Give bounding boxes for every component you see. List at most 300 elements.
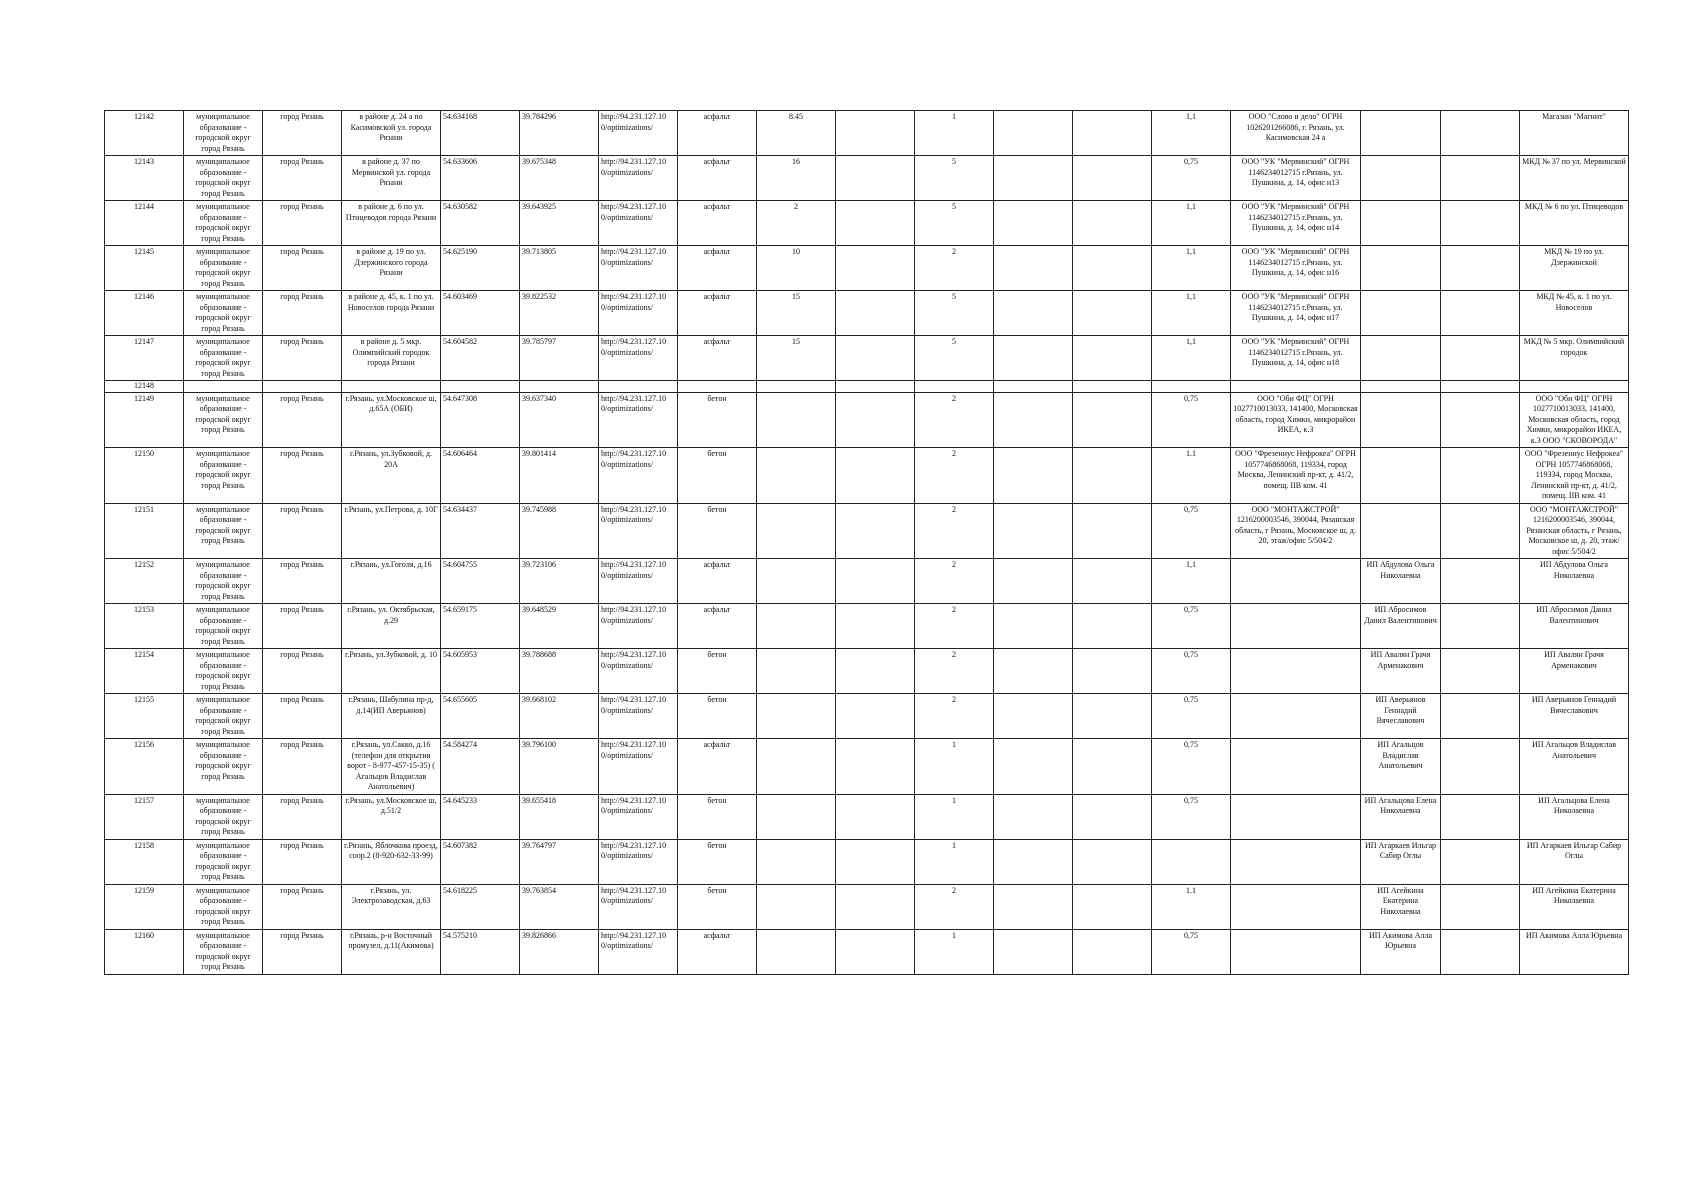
cell-longitude: 39.826866: [520, 929, 599, 974]
cell-id: 12144: [105, 201, 184, 246]
cell-area: [757, 649, 836, 694]
cell-latitude: 54.618225: [441, 884, 520, 929]
cell-col18: [1441, 336, 1520, 381]
cell-col10: [836, 381, 915, 393]
cell-col12: [994, 392, 1073, 448]
cell-address: в районе д. 45, к. 1 по ул. Новоселов города Рязани: [342, 291, 441, 336]
cell-address: г.Рязань, ул. Октябрьская, д.29: [342, 604, 441, 649]
cell-col13: [1073, 381, 1152, 393]
cell-volume: 1,1: [1152, 336, 1231, 381]
cell-longitude: 39.648529: [520, 604, 599, 649]
cell-volume: 1,1: [1152, 291, 1231, 336]
cell-surface: бетон: [678, 448, 757, 504]
cell-owner: [1231, 604, 1361, 649]
cell-url: http://94.231.127.10 0/optimizations/: [599, 503, 678, 559]
cell-longitude: 39.637340: [520, 392, 599, 448]
cell-city: город Рязань: [263, 694, 342, 739]
cell-city: город Рязань: [263, 246, 342, 291]
cell-address: г.Рязань, ул.Петрова, д. 10Г: [342, 503, 441, 559]
cell-source: Магазин "Магнит": [1520, 111, 1629, 156]
cell-longitude: 39.675348: [520, 156, 599, 201]
cell-source: ИП Агейкина Екатерина Николаевна: [1520, 884, 1629, 929]
cell-volume: 0,75: [1152, 503, 1231, 559]
cell-source: ИП Акимова Алла Юрьевна: [1520, 929, 1629, 974]
cell-surface: [678, 381, 757, 393]
cell-col12: [994, 246, 1073, 291]
table-row: [105, 392, 1629, 448]
cell-municipality: муниципальное образование - городской округ город Рязань: [184, 794, 263, 839]
cell-col10: [836, 739, 915, 795]
cell-id: 12156: [105, 739, 184, 795]
cell-count: 1: [915, 111, 994, 156]
cell-city: город Рязань: [263, 448, 342, 504]
cell-city: город Рязань: [263, 111, 342, 156]
cell-owner: [1231, 884, 1361, 929]
cell-source: ИП Абросимов Данил Валентинович: [1520, 604, 1629, 649]
cell-entrepreneur: [1361, 201, 1441, 246]
table-row: [105, 291, 1629, 336]
cell-longitude: 39.796100: [520, 739, 599, 795]
cell-url: http://94.231.127.10 0/optimizations/: [599, 201, 678, 246]
cell-id: 12142: [105, 111, 184, 156]
cell-col18: [1441, 246, 1520, 291]
cell-latitude: [441, 381, 520, 393]
cell-count: 2: [915, 503, 994, 559]
cell-col18: [1441, 156, 1520, 201]
cell-col10: [836, 559, 915, 604]
cell-col10: [836, 392, 915, 448]
cell-surface: бетон: [678, 884, 757, 929]
cell-entrepreneur: [1361, 392, 1441, 448]
cell-col12: [994, 201, 1073, 246]
cell-owner: [1231, 381, 1361, 393]
cell-area: [757, 392, 836, 448]
cell-address: г.Рязань, ул.Московское ш, д.51/2: [342, 794, 441, 839]
cell-surface: бетон: [678, 392, 757, 448]
cell-owner: [1231, 649, 1361, 694]
cell-source: ИП Агальцов Владислав Анатольевич: [1520, 739, 1629, 795]
table-row: [105, 649, 1629, 694]
cell-address: г.Рязань, ул.Зубковой, д. 10: [342, 649, 441, 694]
cell-surface: асфальт: [678, 246, 757, 291]
cell-surface: асфальт: [678, 739, 757, 795]
cell-volume: 0,75: [1152, 649, 1231, 694]
cell-volume: 0,75: [1152, 739, 1231, 795]
cell-owner: ООО "Слово и дело" ОГРН 1026201266086, г. Рязань, ул. Касимовская 24 а: [1231, 111, 1361, 156]
cell-url: http://94.231.127.10 0/optimizations/: [599, 839, 678, 884]
cell-owner: [1231, 794, 1361, 839]
cell-count: 1: [915, 794, 994, 839]
cell-volume: 1,1: [1152, 559, 1231, 604]
cell-city: город Рязань: [263, 156, 342, 201]
cell-city: город Рязань: [263, 392, 342, 448]
cell-municipality: [184, 381, 263, 393]
cell-url: http://94.231.127.10 0/optimizations/: [599, 336, 678, 381]
cell-entrepreneur: [1361, 448, 1441, 504]
table-row: [105, 503, 1629, 559]
cell-count: 2: [915, 604, 994, 649]
cell-col18: [1441, 794, 1520, 839]
cell-surface: асфальт: [678, 604, 757, 649]
cell-col12: [994, 156, 1073, 201]
cell-source: МКД № 19 по ул. Дзержинской: [1520, 246, 1629, 291]
cell-col18: [1441, 201, 1520, 246]
cell-id: 12146: [105, 291, 184, 336]
cell-address: г.Рязань, р-н Восточный промузел, д.11(Акимова): [342, 929, 441, 974]
cell-city: город Рязань: [263, 929, 342, 974]
cell-source: ООО "Оби ФЦ" ОГРН 1027710013033, 141400, Московская область, город Химки, микрорайон ИКЕА, к.3 ООО "СКОВОРОДА": [1520, 392, 1629, 448]
cell-longitude: 39.713805: [520, 246, 599, 291]
cell-latitude: 54.606464: [441, 448, 520, 504]
cell-longitude: 39.723106: [520, 559, 599, 604]
cell-volume: 0,75: [1152, 929, 1231, 974]
cell-col10: [836, 604, 915, 649]
cell-municipality: муниципальное образование - городской округ город Рязань: [184, 392, 263, 448]
cell-entrepreneur: [1361, 156, 1441, 201]
cell-url: http://94.231.127.10 0/optimizations/: [599, 392, 678, 448]
cell-volume: 0,75: [1152, 794, 1231, 839]
cell-col10: [836, 246, 915, 291]
cell-col18: [1441, 884, 1520, 929]
cell-col13: [1073, 929, 1152, 974]
cell-col10: [836, 694, 915, 739]
cell-col18: [1441, 111, 1520, 156]
cell-address: г.Рязань, ул.Зубковой, д. 20А: [342, 448, 441, 504]
cell-entrepreneur: ИП Агальцов Владислав Анатольевич: [1361, 739, 1441, 795]
cell-longitude: 39.822532: [520, 291, 599, 336]
table-body: [105, 111, 1629, 975]
cell-col10: [836, 929, 915, 974]
cell-count: 2: [915, 649, 994, 694]
cell-url: [599, 381, 678, 393]
cell-count: 2: [915, 884, 994, 929]
cell-entrepreneur: [1361, 503, 1441, 559]
cell-surface: бетон: [678, 503, 757, 559]
cell-address: в районе д. 19 по ул. Дзержинского города Рязани: [342, 246, 441, 291]
cell-col18: [1441, 559, 1520, 604]
cell-col13: [1073, 794, 1152, 839]
cell-id: 12151: [105, 503, 184, 559]
cell-url: http://94.231.127.10 0/optimizations/: [599, 559, 678, 604]
cell-source: МКД № 5 мкр. Олимпийский городок: [1520, 336, 1629, 381]
cell-id: 12157: [105, 794, 184, 839]
cell-entrepreneur: ИП Абросимов Данил Валентинович: [1361, 604, 1441, 649]
cell-address: [342, 381, 441, 393]
cell-municipality: муниципальное образование - городской округ город Рязань: [184, 246, 263, 291]
cell-source: [1520, 381, 1629, 393]
cell-volume: 1,1: [1152, 201, 1231, 246]
cell-id: 12150: [105, 448, 184, 504]
cell-count: 5: [915, 291, 994, 336]
cell-col18: [1441, 392, 1520, 448]
cell-surface: асфальт: [678, 336, 757, 381]
table-row: [105, 694, 1629, 739]
cell-city: город Рязань: [263, 739, 342, 795]
cell-col13: [1073, 739, 1152, 795]
cell-id: 12145: [105, 246, 184, 291]
cell-id: 12152: [105, 559, 184, 604]
table-row: [105, 156, 1629, 201]
cell-area: [757, 503, 836, 559]
cell-volume: 0,75: [1152, 694, 1231, 739]
cell-id: 12158: [105, 839, 184, 884]
table-row: [105, 559, 1629, 604]
cell-municipality: муниципальное образование - городской округ город Рязань: [184, 201, 263, 246]
cell-longitude: 39.801414: [520, 448, 599, 504]
cell-owner: ООО "Фрезениус Нефрокеа" ОГРН 1057746868068, 119334, город Москва, Ленинский пр-кт, д. 41/2, помещ. IIВ ком. 41: [1231, 448, 1361, 504]
cell-col12: [994, 794, 1073, 839]
cell-col10: [836, 336, 915, 381]
cell-count: 1: [915, 839, 994, 884]
cell-col18: [1441, 649, 1520, 694]
cell-col18: [1441, 503, 1520, 559]
cell-municipality: муниципальное образование - городской округ город Рязань: [184, 929, 263, 974]
cell-entrepreneur: [1361, 381, 1441, 393]
cell-url: http://94.231.127.10 0/optimizations/: [599, 156, 678, 201]
cell-longitude: 39.763854: [520, 884, 599, 929]
cell-area: [757, 794, 836, 839]
cell-latitude: 54.659175: [441, 604, 520, 649]
cell-area: [757, 448, 836, 504]
table-row: [105, 604, 1629, 649]
cell-entrepreneur: ИП Аверьянов Геннадий Вячеславович: [1361, 694, 1441, 739]
cell-col13: [1073, 336, 1152, 381]
cell-col18: [1441, 839, 1520, 884]
cell-latitude: 54.607382: [441, 839, 520, 884]
cell-col10: [836, 156, 915, 201]
cell-col12: [994, 448, 1073, 504]
cell-address: г.Рязань, Яблочкова проезд, соор.2 (8-920-632-33-99): [342, 839, 441, 884]
cell-latitude: 54.634168: [441, 111, 520, 156]
cell-owner: ООО "Оби ФЦ" ОГРН 1027710013033, 141400, Московская область, город Химки, микрорайон ИКЕА, к.3: [1231, 392, 1361, 448]
cell-col13: [1073, 201, 1152, 246]
cell-volume: 0,75: [1152, 156, 1231, 201]
cell-city: город Рязань: [263, 839, 342, 884]
cell-col12: [994, 291, 1073, 336]
cell-col12: [994, 694, 1073, 739]
cell-count: 5: [915, 201, 994, 246]
cell-volume: [1152, 839, 1231, 884]
cell-url: http://94.231.127.10 0/optimizations/: [599, 884, 678, 929]
cell-latitude: 54.605953: [441, 649, 520, 694]
cell-source: ИП Агаркаев Ильгар Сабир Оглы: [1520, 839, 1629, 884]
cell-entrepreneur: ИП Акимова Алла Юрьевна: [1361, 929, 1441, 974]
cell-municipality: муниципальное образование - городской округ город Рязань: [184, 604, 263, 649]
cell-col13: [1073, 604, 1152, 649]
cell-col10: [836, 649, 915, 694]
cell-address: г.Рязань, ул.Гоголя, д.16: [342, 559, 441, 604]
cell-url: http://94.231.127.10 0/optimizations/: [599, 448, 678, 504]
cell-surface: асфальт: [678, 201, 757, 246]
cell-entrepreneur: ИП Абдулова Ольга Николаевна: [1361, 559, 1441, 604]
cell-url: http://94.231.127.10 0/optimizations/: [599, 739, 678, 795]
cell-source: ИП Агальцова Елена Николаевна: [1520, 794, 1629, 839]
cell-surface: бетон: [678, 649, 757, 694]
cell-col13: [1073, 111, 1152, 156]
cell-id: 12148: [105, 381, 184, 393]
cell-address: г.Рязань, ул. Электрозаводская, д.63: [342, 884, 441, 929]
cell-id: 12149: [105, 392, 184, 448]
cell-count: 2: [915, 448, 994, 504]
cell-col13: [1073, 884, 1152, 929]
cell-city: город Рязань: [263, 201, 342, 246]
cell-col13: [1073, 839, 1152, 884]
cell-city: город Рязань: [263, 559, 342, 604]
cell-col10: [836, 448, 915, 504]
cell-entrepreneur: [1361, 111, 1441, 156]
cell-col12: [994, 111, 1073, 156]
cell-url: http://94.231.127.10 0/optimizations/: [599, 794, 678, 839]
cell-owner: ООО "УК "Мервинский" ОГРН 1146234012715 г.Рязань, ул. Пушкина, д. 14, офис н14: [1231, 201, 1361, 246]
cell-col10: [836, 794, 915, 839]
cell-latitude: 54.575210: [441, 929, 520, 974]
cell-address: г.Рязань, Шабулина пр-д, д.14(ИП Аверьянов): [342, 694, 441, 739]
table-row: [105, 839, 1629, 884]
cell-volume: 1,1: [1152, 246, 1231, 291]
cell-address: в районе д. 37 по Мервинской ул. города Рязани: [342, 156, 441, 201]
cell-col12: [994, 381, 1073, 393]
cell-col18: [1441, 739, 1520, 795]
cell-col12: [994, 503, 1073, 559]
cell-area: [757, 604, 836, 649]
cell-url: http://94.231.127.10 0/optimizations/: [599, 929, 678, 974]
cell-longitude: 39.764797: [520, 839, 599, 884]
cell-latitude: 54.630582: [441, 201, 520, 246]
cell-area: [757, 929, 836, 974]
cell-area: [757, 884, 836, 929]
cell-count: [915, 381, 994, 393]
cell-latitude: 54.655605: [441, 694, 520, 739]
cell-municipality: муниципальное образование - городской округ город Рязань: [184, 448, 263, 504]
registry-table: [104, 110, 1629, 975]
cell-address: г.Рязань, ул.Московское ш, д.65А (ОБИ): [342, 392, 441, 448]
cell-owner: [1231, 739, 1361, 795]
cell-latitude: 54.645233: [441, 794, 520, 839]
cell-surface: асфальт: [678, 291, 757, 336]
cell-col12: [994, 839, 1073, 884]
cell-latitude: 54.584274: [441, 739, 520, 795]
cell-volume: [1152, 381, 1231, 393]
cell-count: 2: [915, 559, 994, 604]
cell-longitude: 39.668102: [520, 694, 599, 739]
cell-col18: [1441, 291, 1520, 336]
cell-owner: ООО "УК "Мервинский" ОГРН 1146234012715 г.Рязань, ул. Пушкина, д. 14, офис н18: [1231, 336, 1361, 381]
table-row: [105, 884, 1629, 929]
cell-col10: [836, 839, 915, 884]
cell-entrepreneur: ИП Агальцова Елена Николаевна: [1361, 794, 1441, 839]
cell-url: http://94.231.127.10 0/optimizations/: [599, 111, 678, 156]
cell-col13: [1073, 694, 1152, 739]
cell-col12: [994, 649, 1073, 694]
cell-col13: [1073, 559, 1152, 604]
cell-col12: [994, 604, 1073, 649]
cell-source: МКД № 37 по ул. Мервинской: [1520, 156, 1629, 201]
cell-col18: [1441, 448, 1520, 504]
cell-source: ИП Абдулова Ольга Николаевна: [1520, 559, 1629, 604]
table-row: [105, 246, 1629, 291]
cell-count: 1: [915, 739, 994, 795]
cell-municipality: муниципальное образование - городской округ город Рязань: [184, 336, 263, 381]
cell-source: ИП Аверьянов Геннадий Вячеславович: [1520, 694, 1629, 739]
cell-latitude: 54.604755: [441, 559, 520, 604]
cell-count: 5: [915, 336, 994, 381]
cell-source: МКД № 6 по ул. Птицеводов: [1520, 201, 1629, 246]
table-row: [105, 336, 1629, 381]
cell-id: 12154: [105, 649, 184, 694]
cell-col10: [836, 884, 915, 929]
cell-surface: бетон: [678, 694, 757, 739]
cell-longitude: 39.745988: [520, 503, 599, 559]
cell-area: 2: [757, 201, 836, 246]
table-row: [105, 201, 1629, 246]
table-row: [105, 381, 1629, 393]
cell-latitude: 54.604582: [441, 336, 520, 381]
cell-city: город Рязань: [263, 336, 342, 381]
cell-owner: [1231, 694, 1361, 739]
cell-col12: [994, 559, 1073, 604]
cell-area: 10: [757, 246, 836, 291]
cell-url: http://94.231.127.10 0/optimizations/: [599, 291, 678, 336]
cell-entrepreneur: ИП Агаркаев Ильгар Сабир Оглы: [1361, 839, 1441, 884]
cell-longitude: 39.643925: [520, 201, 599, 246]
cell-owner: ООО "МОНТАЖСТРОЙ" 1216200003546, 390044, Рязанская область, г Рязань, Московское ш, д. 20, этаж/офис 5/504/2: [1231, 503, 1361, 559]
cell-area: [757, 381, 836, 393]
cell-entrepreneur: ИП Агейкина Екатерина Николаевна: [1361, 884, 1441, 929]
cell-col12: [994, 884, 1073, 929]
cell-col13: [1073, 448, 1152, 504]
cell-col18: [1441, 694, 1520, 739]
cell-col18: [1441, 381, 1520, 393]
cell-area: [757, 839, 836, 884]
cell-latitude: 54.633606: [441, 156, 520, 201]
table-row: [105, 448, 1629, 504]
cell-col13: [1073, 503, 1152, 559]
cell-count: 1: [915, 929, 994, 974]
cell-area: [757, 559, 836, 604]
cell-owner: ООО "УК "Мервинский" ОГРН 1146234012715 г.Рязань, ул. Пушкина, д. 14, офис н17: [1231, 291, 1361, 336]
cell-col10: [836, 291, 915, 336]
table-row: [105, 111, 1629, 156]
cell-city: город Рязань: [263, 604, 342, 649]
cell-municipality: муниципальное образование - городской округ город Рязань: [184, 649, 263, 694]
cell-surface: асфальт: [678, 111, 757, 156]
cell-city: город Рязань: [263, 503, 342, 559]
cell-id: 12147: [105, 336, 184, 381]
cell-volume: 1.1: [1152, 448, 1231, 504]
cell-address: в районе д. 6 по ул. Птицеводов города Рязани: [342, 201, 441, 246]
cell-entrepreneur: [1361, 246, 1441, 291]
cell-count: 2: [915, 246, 994, 291]
cell-count: 5: [915, 156, 994, 201]
cell-municipality: муниципальное образование - городской округ город Рязань: [184, 503, 263, 559]
cell-city: город Рязань: [263, 649, 342, 694]
cell-owner: [1231, 929, 1361, 974]
cell-owner: ООО "УК "Мервинский" ОГРН 1146234012715 г.Рязань, ул. Пушкина, д. 14, офис н13: [1231, 156, 1361, 201]
cell-id: 12143: [105, 156, 184, 201]
cell-col12: [994, 739, 1073, 795]
cell-latitude: 54.625190: [441, 246, 520, 291]
cell-area: 16: [757, 156, 836, 201]
cell-volume: 1,1: [1152, 111, 1231, 156]
table-row: [105, 929, 1629, 974]
cell-volume: 0,75: [1152, 604, 1231, 649]
cell-surface: асфальт: [678, 156, 757, 201]
cell-id: 12160: [105, 929, 184, 974]
cell-owner: [1231, 559, 1361, 604]
table-row: [105, 739, 1629, 795]
cell-municipality: муниципальное образование - городской округ город Рязань: [184, 559, 263, 604]
cell-longitude: 39.784296: [520, 111, 599, 156]
